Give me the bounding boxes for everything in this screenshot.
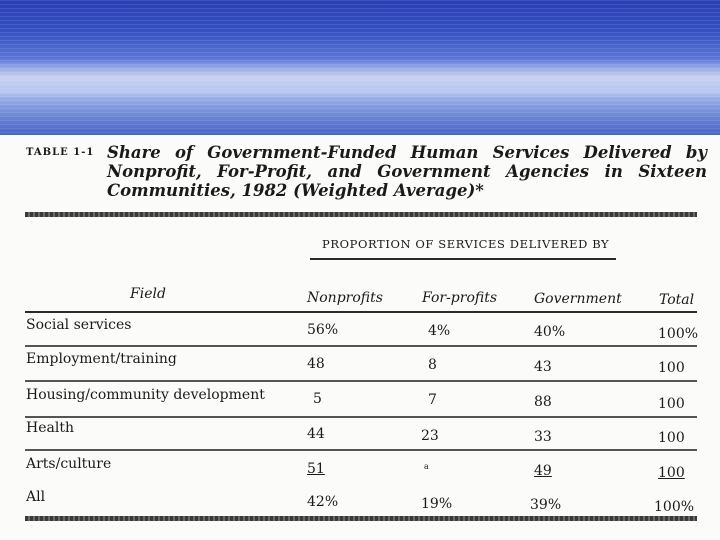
row-rule xyxy=(25,449,697,451)
row-rule xyxy=(25,345,697,347)
table-cell-total: 100 xyxy=(658,360,685,376)
row-rule xyxy=(25,416,697,418)
column-header-field: Field xyxy=(130,286,166,302)
table-cell-forprofits: a xyxy=(424,462,429,471)
column-header-nonprofits: Nonprofits xyxy=(307,290,383,306)
table-caption: Share of Government-Funded Human Services Delivered by Nonprofit, For-Profit, and Government Agencies in Sixteen Communities, 1982 (Weighted Average)* xyxy=(107,143,707,200)
table-cell-field: Health xyxy=(26,420,74,436)
top-rule xyxy=(25,212,697,217)
table-cell-field: Employment/training xyxy=(26,351,177,367)
row-rule xyxy=(25,380,697,382)
table-cell-forprofits: 19% xyxy=(421,496,453,512)
table-cell-nonprofits: 51 xyxy=(307,461,325,477)
table-cell-field: Housing/community development xyxy=(26,387,265,403)
column-header-total: Total xyxy=(659,292,695,308)
table-cell-total: 100 xyxy=(658,430,685,446)
table-cell-nonprofits: 48 xyxy=(307,356,325,372)
table-cell-nonprofits: 42% xyxy=(307,494,339,510)
table-cell-field: Social services xyxy=(26,317,132,333)
header-rule xyxy=(25,311,697,313)
table-cell-forprofits: 8 xyxy=(428,357,437,373)
table-cell-total: 100 xyxy=(658,465,685,481)
table-cell-field: All xyxy=(26,489,46,505)
table-cell-government: 33 xyxy=(534,429,552,445)
table-cell-government: 40% xyxy=(534,324,566,340)
table-cell-nonprofits: 5 xyxy=(313,391,322,407)
table-cell-government: 43 xyxy=(534,359,552,375)
bottom-rule xyxy=(25,516,697,521)
table-number: TABLE 1-1 xyxy=(26,147,95,158)
table-cell-field: Arts/culture xyxy=(26,456,112,472)
table-cell-forprofits: 4% xyxy=(428,323,451,339)
spanning-header-rule xyxy=(310,258,616,260)
column-header-forprofits: For-profits xyxy=(422,290,498,306)
header-banner xyxy=(0,0,720,135)
table-cell-nonprofits: 56% xyxy=(307,322,339,338)
table-cell-total: 100% xyxy=(654,499,695,515)
table-cell-total: 100 xyxy=(658,396,685,412)
table-cell-government: 39% xyxy=(530,497,562,513)
spanning-header: PROPORTION OF SERVICES DELIVERED BY xyxy=(322,237,610,251)
table-cell-government: 49 xyxy=(534,463,552,479)
table-cell-total: 100% xyxy=(658,326,699,342)
table-cell-forprofits: 23 xyxy=(421,428,439,444)
table-cell-forprofits: 7 xyxy=(428,392,437,408)
table-cell-nonprofits: 44 xyxy=(307,426,325,442)
column-header-government: Government xyxy=(534,291,622,307)
table-cell-government: 88 xyxy=(534,394,552,410)
